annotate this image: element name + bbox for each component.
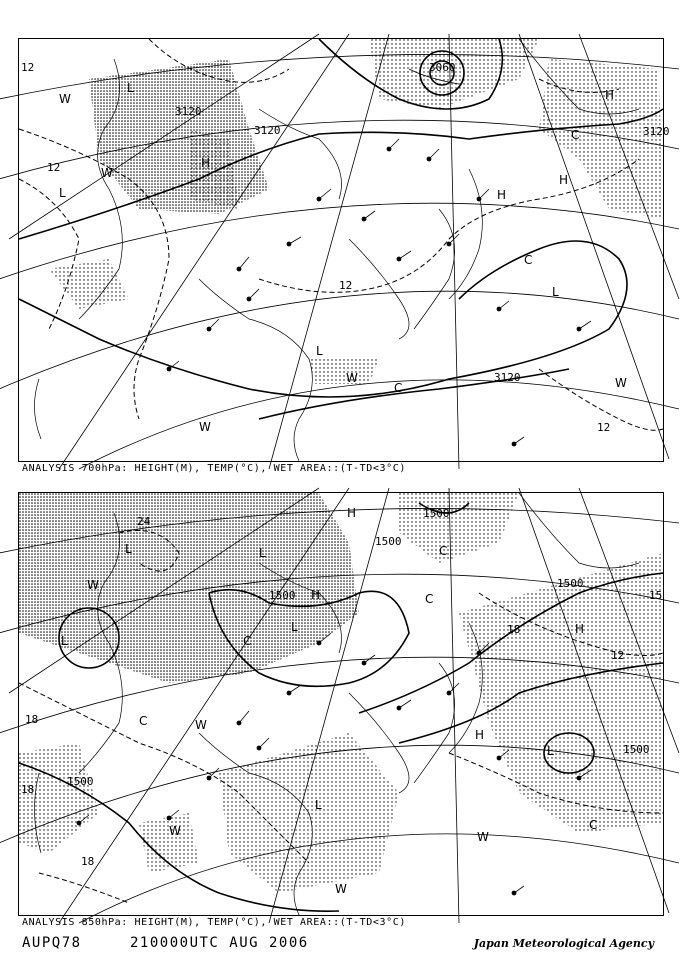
warm-center-marker: W xyxy=(477,830,489,844)
contour-label: 12 xyxy=(339,279,353,292)
contour-label: 3120 xyxy=(175,105,202,118)
warm-center-marker: W xyxy=(195,718,207,732)
high-center-marker: H xyxy=(497,188,507,202)
cold-center-marker: C xyxy=(394,381,403,395)
high-center-marker: H xyxy=(347,506,357,520)
contour-label: 18 xyxy=(21,783,35,796)
cold-center-marker: C xyxy=(425,592,434,606)
contour-label: 3060 xyxy=(429,61,456,74)
contour-label: 18 xyxy=(507,623,521,636)
panel-caption-850hpa: ANALYSIS 850hPa: HEIGHT(M), TEMP(°C), WET AREA::(T-TD<3°C) xyxy=(22,917,406,928)
chart-code: AUPQ78 xyxy=(22,935,82,951)
high-center-marker: H xyxy=(575,622,585,636)
contour-label: 15 xyxy=(649,589,663,602)
contour-label: 1500 xyxy=(67,775,94,788)
cold-center-marker: C xyxy=(571,128,580,142)
contour-label: 12 xyxy=(597,421,611,434)
cold-center-marker: C xyxy=(139,714,148,728)
high-center-marker: H xyxy=(475,728,485,742)
cold-center-marker: C xyxy=(589,818,598,832)
map-panel-700hpa xyxy=(18,38,670,462)
cold-center-marker: C xyxy=(439,544,448,558)
high-center-marker: H xyxy=(559,173,569,187)
low-center-marker: L xyxy=(316,344,323,358)
warm-center-marker: W xyxy=(199,420,211,434)
cold-center-marker: C xyxy=(243,634,252,648)
map-panel-850hpa xyxy=(18,492,664,916)
contour-label: 3120 xyxy=(494,371,521,384)
high-center-marker: H xyxy=(201,156,211,170)
low-center-marker: L xyxy=(552,285,559,299)
wet-areas xyxy=(19,493,663,893)
warm-center-marker: W xyxy=(615,376,627,390)
low-center-marker: L xyxy=(315,798,322,812)
low-center-marker: L xyxy=(547,744,554,758)
agency-credit: Japan Meteorological Agency xyxy=(473,937,654,950)
high-center-marker: H xyxy=(605,88,615,102)
contour-label: 24 xyxy=(137,515,151,528)
contour-label: 18 xyxy=(81,855,95,868)
cold-center-marker: C xyxy=(524,253,533,267)
warm-center-marker: W xyxy=(169,824,181,838)
low-center-marker: L xyxy=(259,546,266,560)
map-700hpa-canvas xyxy=(19,39,670,461)
contour-label: 12 xyxy=(611,649,625,662)
warm-center-marker: W xyxy=(335,882,347,896)
contour-label: 12 xyxy=(47,161,61,174)
contour-label: 1500 xyxy=(557,577,584,590)
contour-label: 1500 xyxy=(269,589,296,602)
low-center-marker: L xyxy=(291,620,298,634)
contour-label: 18 xyxy=(25,713,39,726)
low-center-marker: L xyxy=(125,542,132,556)
warm-center-marker: W xyxy=(59,92,71,106)
panel-caption-700hpa: ANALYSIS 700hPa: HEIGHT(M), TEMP(°C), WET AREA::(T-TD<3°C) xyxy=(22,463,406,474)
contour-label: 1500 xyxy=(423,507,450,520)
low-center-marker: L xyxy=(59,186,66,200)
high-center-marker: H xyxy=(311,588,321,602)
warm-center-marker: W xyxy=(87,578,99,592)
low-center-marker: L xyxy=(127,81,134,95)
map-850hpa-canvas xyxy=(19,493,663,915)
contour-label: 1500 xyxy=(375,535,402,548)
contour-label: 12 xyxy=(21,61,35,74)
warm-center-marker: W xyxy=(346,371,358,385)
warm-center-marker: W xyxy=(101,166,113,180)
low-center-marker: L xyxy=(61,634,68,648)
valid-time: 210000UTC AUG 2006 xyxy=(130,935,309,951)
contour-label: 1500 xyxy=(623,743,650,756)
contour-label: 3120 xyxy=(643,125,670,138)
contour-label: 3120 xyxy=(254,124,281,137)
